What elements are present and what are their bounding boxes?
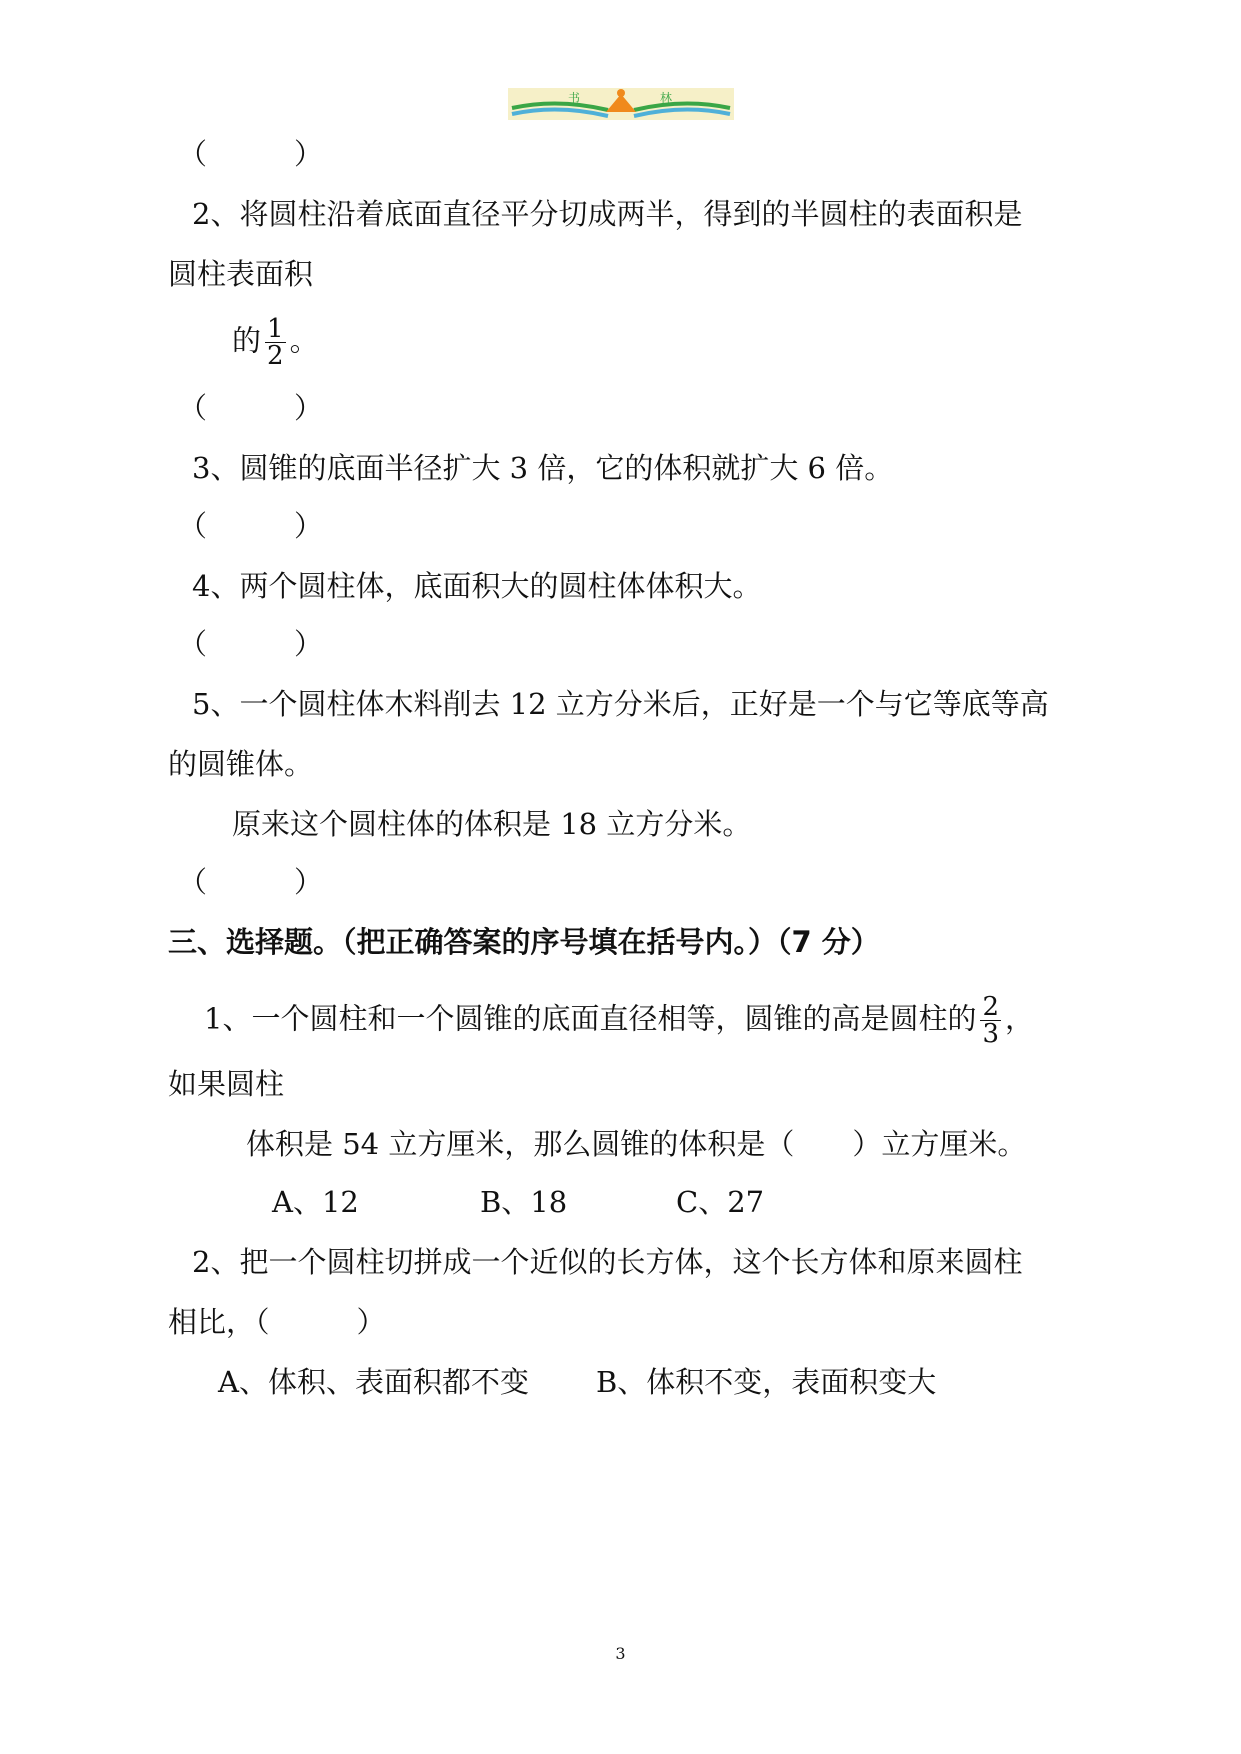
- fraction-numerator: 2: [982, 992, 999, 1022]
- question-2-prefix: 的: [232, 323, 262, 358]
- choice-1-question-line: [204, 994, 1034, 1047]
- choice-1-option-b: B、18: [480, 1185, 568, 1219]
- answer-parentheses: （ ）: [178, 627, 324, 661]
- question-2-fraction-line: [232, 316, 319, 369]
- fraction-numerator: 1: [267, 314, 284, 344]
- choice-2-text: 2、把一个圆柱切拼成一个近似的长方体，这个长方体和原来圆柱: [192, 1245, 1023, 1279]
- question-5-continuation-2: 原来这个圆柱体的体积是 18 立方分米。: [232, 807, 752, 841]
- fraction-one-half: [265, 316, 286, 369]
- choice-2-option-b: B、体积不变，表面积变大: [596, 1365, 937, 1399]
- question-3-text: 3、圆锥的底面半径扩大 3 倍，它的体积就扩大 6 倍。: [192, 451, 894, 485]
- question-2-continuation: 圆柱表面积: [168, 257, 314, 291]
- choice-1-option-a: A、12: [272, 1185, 359, 1219]
- choice-1-continuation: 如果圆柱: [168, 1067, 285, 1101]
- answer-parentheses: （ ）: [178, 509, 324, 543]
- question-2-suffix: 。: [289, 323, 319, 358]
- fraction-denominator: 2: [267, 341, 284, 371]
- question-5-continuation: 的圆锥体。: [168, 747, 314, 781]
- shulin-book-logo-icon: [508, 88, 734, 120]
- choice-1-suffix: ，: [1005, 1001, 1035, 1036]
- choice-2-option-a: A、体积、表面积都不变: [218, 1365, 529, 1399]
- page-number: 3: [615, 1644, 626, 1663]
- answer-parentheses: （ ）: [178, 865, 324, 899]
- fraction-denominator: 3: [982, 1019, 999, 1049]
- choice-1-text: 1、一个圆柱和一个圆锥的底面直径相等，圆锥的高是圆柱的: [204, 1001, 977, 1036]
- choice-2-continuation: 相比，（ ）: [168, 1305, 386, 1339]
- choice-1-continuation-2: 体积是 54 立方厘米，那么圆锥的体积是（ ）立方厘米。: [246, 1127, 1027, 1161]
- section-3-heading: 三、选择题。（把正确答案的序号填在括号内。）（7 分）: [168, 925, 880, 959]
- svg-text:林: 林: [660, 91, 673, 105]
- svg-text:书: 书: [568, 91, 581, 105]
- choice-1-option-c: C、27: [676, 1185, 765, 1219]
- question-4-text: 4、两个圆柱体，底面积大的圆柱体体积大。: [192, 569, 762, 603]
- answer-parentheses: （ ）: [178, 137, 324, 171]
- answer-parentheses: （ ）: [178, 391, 324, 425]
- question-5-text: 5、一个圆柱体木料削去 12 立方分米后，正好是一个与它等底等高: [192, 687, 1049, 721]
- fraction-two-thirds: [980, 994, 1001, 1047]
- question-2-text: 2、将圆柱沿着底面直径平分切成两半，得到的半圆柱的表面积是: [192, 197, 1023, 231]
